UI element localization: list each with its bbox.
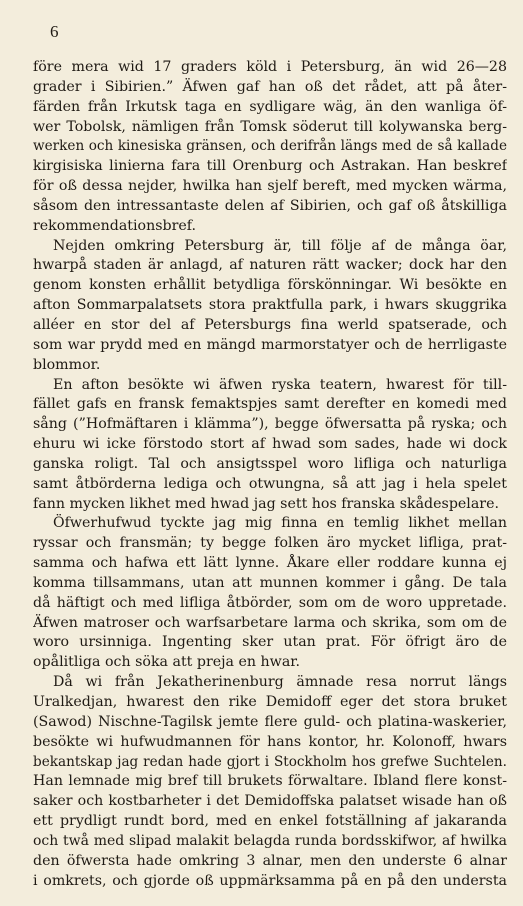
text-line: Han lemnade mig bref till brukets förwaltare. Ibland flere konst-: [33, 773, 507, 790]
text-line: besökte wi hufwudmannen för hans kontor, hr. Kolonoff, hwars: [33, 733, 507, 750]
text-line: fället gafs en fransk femaktspjes samt derefter en komedi med: [33, 396, 507, 413]
text-line: för oß dessa nejder, hwilka han sjelf bereft, med mycken wärma,: [33, 178, 507, 195]
text-line: bekantskap jag redan hade gjort i Stockholm hos grefwe Suchtelen.: [33, 753, 507, 770]
text-line: afton Sommarpalatsets stora praktfulla park, i hwars skuggrika: [33, 297, 507, 314]
text-line: genom konsten erhållit betydliga förskönningar. Wi besökte en: [33, 277, 507, 294]
text-line: den öfwersta hade omkring 3 alnar, men den underste 6 alnar: [33, 852, 507, 869]
text-line: samt åtbörderna ledigа och otwungna, så att jag i hela spelet: [33, 475, 507, 492]
text-line: ett prydligt rundt bord, med en enkel fotställning af jakaranda: [33, 813, 507, 830]
text-line: rekommendationsbref.: [33, 217, 197, 234]
text-line: i omkrets, och gjorde oß uppmärksamma på en på den understa: [33, 872, 507, 889]
text-line: före mera wid 17 graders köld i Petersburg, än wid 26—28: [33, 59, 507, 75]
text-line: woro ursinniga. Ingenting sker utan prat. För öfrigt äro de: [33, 634, 507, 651]
text-line: wer Tobolsk, nämligen från Tomsk söderut till kolywanska berg-: [33, 118, 507, 135]
text-line: som war prydd med en mängd marmorstatyer och de herrligaste: [33, 336, 507, 353]
text-line: Då wi från Jekatherinenburg ämnade resa norrut längs: [53, 674, 507, 691]
text-line: opålitliga och söka att preja en hwar.: [33, 654, 301, 671]
text-line: werken och kinesiska gränsen, och derifrån längs med de så kallade: [33, 138, 507, 155]
text-line: såsom den intressantaste delen af Sibirien, och gaf oß åtskilliga: [33, 197, 507, 214]
text-line: ganska roligt. Tal och ansigtsspel woro lifliga och naturliga: [33, 455, 507, 472]
text-line: ehuru wi icke förstodo stort af hwad som sades, hade wi dock: [33, 436, 507, 453]
text-line: sång (”Hofmäftaren i klämma”), begge öfwersatta på ryska; och: [33, 416, 507, 433]
text-line: kirgisiska linierna fara till Orenburg och Astrakan. Han beskref: [33, 158, 507, 175]
text-line: Nejden omkring Petersburg är, till följe af de många öar,: [53, 237, 507, 254]
text-line: komma tillsammans, utan att munnen kommer i gång. De tala: [33, 574, 507, 591]
text-line: samma och hafwa ett lätt lynne. Åkare eller roddare kunna ej: [33, 555, 507, 572]
text-line: (Sawod) Nischne-Tagilsk jemte flere guld- och platina-waskerier,: [33, 713, 507, 730]
text-line: fann mycken likhet med hwad jag sett hos franska skådespelare.: [33, 495, 499, 512]
text-line: Öfwerhufwud tyckte jag mig finna en temlig likhet mellan: [53, 515, 507, 532]
text-line: alléer en stor del af Petersburgs fina werld spatserade, och: [33, 316, 507, 333]
text-line: ryssar och fransmän; ty begge folken äro mycket lifliga, prat-: [33, 535, 507, 552]
text-line: då häftigt och med lifliga åtbörder, som om de woro uppretade.: [33, 594, 507, 611]
body-text: [33, 58, 507, 891]
text-line: blommor.: [33, 356, 101, 373]
page-number: 6: [50, 22, 59, 41]
text-line: hwarpå staden är anlagd, af naturen rätt wacker; dock har den: [33, 257, 507, 274]
text-line: och twå med slipad malakit belagda runda bordsskifwor, af hwilka: [33, 832, 507, 849]
text-line: grader i Sibirien.” Äfwen gaf han oß det rådet, att på åter-: [33, 78, 507, 95]
text-line: färden från Irkutsk taga en sydligare wäg, än den wanliga öf-: [33, 98, 507, 115]
text-line: Uralkedjan, hwarest den rike Demidoff eger det stora bruket: [33, 694, 507, 710]
text-line: saker och kostbarheter i det Demidoffska palatset wisade han oß: [33, 793, 507, 810]
text-line: Äfwen matroser och warfsarbetare larma och skrika, som om de: [33, 614, 507, 631]
text-line: En afton besökte wi äfwen ryska teatern, hwarest för till-: [53, 376, 507, 393]
